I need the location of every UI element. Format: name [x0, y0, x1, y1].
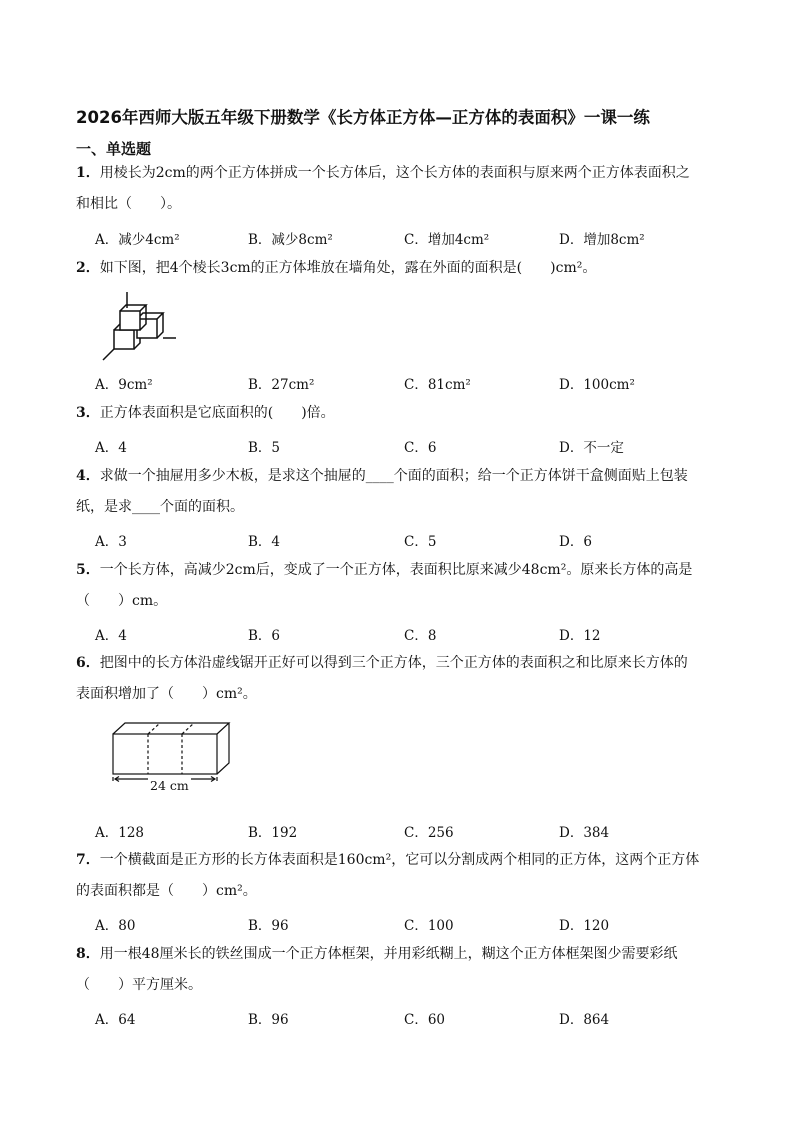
question-text-cont: （ ）平方厘米。: [76, 977, 202, 993]
question-text-cont: 和相比（ ）。: [76, 196, 181, 212]
option-c[interactable]: C．5: [404, 534, 437, 550]
question-text-cont: 的表面积都是（ ）cm²。: [76, 883, 257, 899]
question-7: [76, 845, 726, 907]
option-d[interactable]: D．增加8cm²: [559, 232, 645, 248]
option-d[interactable]: D．12: [559, 628, 601, 644]
question-number: 3．: [76, 405, 100, 421]
question-number: 7．: [76, 852, 100, 868]
options-q7: [95, 914, 725, 934]
question-text: 正方体表面积是它底面积的( )倍。: [99, 405, 335, 421]
option-a[interactable]: A．9cm²: [95, 377, 153, 393]
section-heading: 一、单选题: [76, 140, 152, 158]
option-d[interactable]: D．864: [559, 1012, 610, 1028]
question-text: 一个横截面是正方形的长方体表面积是160cm²，它可以分割成两个相同的正方体，这两个正方体: [99, 852, 700, 868]
option-a[interactable]: A．128: [95, 825, 145, 841]
option-d[interactable]: D．120: [559, 918, 610, 934]
question-6: [76, 648, 726, 710]
question-text: 如下图，把4个棱长3cm的正方体堆放在墙角处，露在外面的面积是( )cm²。: [99, 260, 597, 276]
option-b[interactable]: B．6: [248, 628, 281, 644]
option-d[interactable]: D．384: [559, 825, 610, 841]
options-q1: [95, 228, 725, 248]
question-number: 8．: [76, 946, 100, 962]
question-number: 5．: [76, 562, 100, 578]
option-c[interactable]: C．81cm²: [404, 377, 471, 393]
options-q4: [95, 530, 725, 550]
question-number: 4．: [76, 468, 100, 484]
question-5: [76, 555, 726, 617]
question-text-cont: （ ）cm。: [76, 593, 168, 609]
option-b[interactable]: B．减少8cm²: [248, 232, 333, 248]
question-number: 2．: [76, 260, 100, 276]
question-text-cont: 表面积增加了（ ）cm²。: [76, 686, 257, 702]
options-q5: [95, 624, 725, 644]
question-text-cont: 纸，是求____个面的面积。: [76, 499, 244, 515]
option-a[interactable]: A．减少4cm²: [95, 232, 180, 248]
option-d[interactable]: D．不一定: [559, 440, 624, 456]
question-4: [76, 461, 726, 523]
option-c[interactable]: C．增加4cm²: [404, 232, 490, 248]
option-b[interactable]: B．4: [248, 534, 281, 550]
option-d[interactable]: D．100cm²: [559, 377, 635, 393]
option-b[interactable]: B．96: [248, 918, 289, 934]
option-a[interactable]: A．4: [95, 628, 127, 644]
option-d[interactable]: D．6: [559, 534, 592, 550]
option-b[interactable]: B．96: [248, 1012, 289, 1028]
option-c[interactable]: C．8: [404, 628, 437, 644]
option-b[interactable]: B．5: [248, 440, 281, 456]
option-c[interactable]: C．256: [404, 825, 454, 841]
question-3: [76, 398, 726, 429]
question-text: 用一根48厘米长的铁丝围成一个正方体框架，并用彩纸糊上，糊这个正方体框架图少需要彩纸: [99, 946, 678, 962]
options-q8: [95, 1008, 725, 1028]
option-b[interactable]: B．27cm²: [248, 377, 315, 393]
option-b[interactable]: B．192: [248, 825, 298, 841]
option-a[interactable]: A．4: [95, 440, 127, 456]
question-2: [76, 253, 726, 284]
options-q6: [95, 821, 725, 841]
dimension-label: 24 cm: [150, 778, 189, 793]
option-a[interactable]: A．3: [95, 534, 127, 550]
option-c[interactable]: C．60: [404, 1012, 446, 1028]
options-q2: [95, 373, 725, 393]
stacked-cubes-figure: [100, 290, 180, 362]
option-c[interactable]: C．6: [404, 440, 437, 456]
question-text: 求做一个抽屉用多少木板，是求这个抽屉的____个面的面积；给一个正方体饼干盒侧面贴上包装: [99, 468, 688, 484]
question-text: 用棱长为2cm的两个正方体拼成一个长方体后，这个长方体的表面积与原来两个正方体表面积之: [99, 165, 690, 181]
option-a[interactable]: A．64: [95, 1012, 136, 1028]
question-number: 6．: [76, 655, 100, 671]
option-c[interactable]: C．100: [404, 918, 454, 934]
question-text: 一个长方体，高减少2cm后，变成了一个正方体，表面积比原来减少48cm²。原来长方体的高是: [99, 562, 693, 578]
question-1: [76, 158, 726, 220]
option-a[interactable]: A．80: [95, 918, 136, 934]
worksheet-title: 2026年西师大版五年级下册数学《长方体正方体—正方体的表面积》一课一练: [76, 108, 650, 127]
question-text: 把图中的长方体沿虚线锯开正好可以得到三个正方体，三个正方体的表面积之和比原来长方体的: [99, 655, 688, 671]
question-8: [76, 939, 726, 1001]
question-number: 1．: [76, 165, 100, 181]
options-q3: [95, 436, 725, 456]
